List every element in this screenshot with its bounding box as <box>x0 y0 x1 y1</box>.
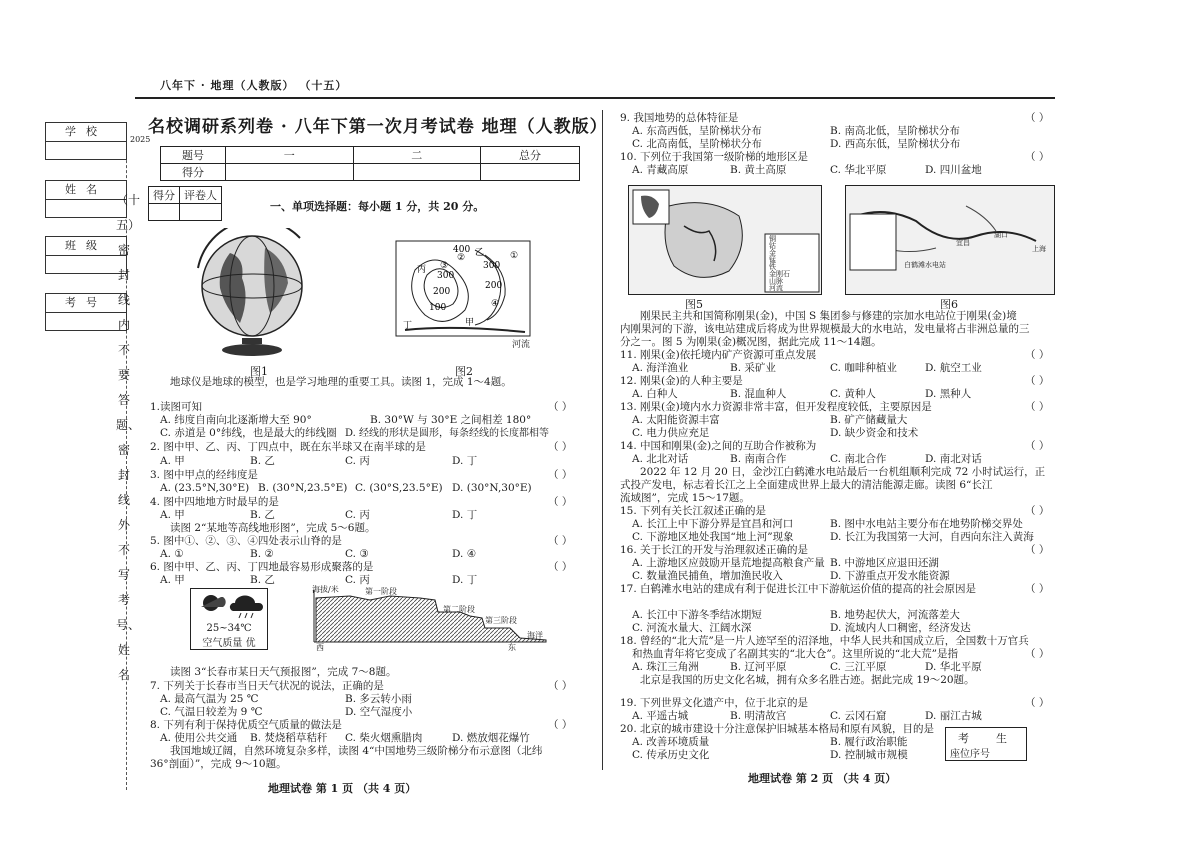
q2-answer-bracket[interactable]: （ ） <box>548 441 573 453</box>
intro-9-10-a: 我国地域辽阔，自然环境复杂多样，读图 4“中国地势三级阶梯分布示意图（北纬 <box>170 745 543 757</box>
q4-option-a[interactable]: A. 甲 <box>160 509 185 521</box>
q16-answer-bracket[interactable]: （ ） <box>1025 544 1050 556</box>
intro-15-17-b: 式投产发电，标志着长江之上全面建成世界上最大的清洁能源走廊。读图 6“长江 <box>620 479 993 491</box>
q12-answer-bracket[interactable]: （ ） <box>1025 375 1050 387</box>
q11-option-d[interactable]: D. 航空工业 <box>925 362 982 374</box>
intro-1-4: 地球仪是地球的模型，也是学习地理的重要工具。读图 1，完成 1～4题。 <box>170 376 512 388</box>
q4-option-b[interactable]: B. 乙 <box>250 509 275 521</box>
question-17: 17. 白鹤滩水电站的建成有利于促进长江中下游航运价值的提高的社会原因是 <box>620 583 977 595</box>
intro-11-14-a: 刚果民主共和国简称刚果(金)，中国 S 集团参与修建的宗加水电站位于刚果(金)境 <box>640 310 1017 322</box>
q20-option-a[interactable]: A. 改善环境质量 <box>632 736 710 748</box>
q2-option-a[interactable]: A. 甲 <box>160 455 185 467</box>
point-ding: 丁 <box>403 321 413 331</box>
q13-option-d[interactable]: D. 缺少资金和技术 <box>830 427 919 439</box>
figure6-yangtze-map <box>845 185 1055 295</box>
question-13: 13. 刚果(金)境内水力资源非常丰富，但开发程度较低，主要原因是 <box>620 401 932 413</box>
q9-option-c[interactable]: C. 北高南低，呈阶梯状分布 <box>632 138 762 150</box>
fig6-hukou: 湖口 <box>994 231 1008 239</box>
question-2: 2. 图中甲、乙、丙、丁四点中，既在东半球又在南半球的是 <box>150 441 426 453</box>
q7-answer-bracket[interactable]: （ ） <box>548 680 573 692</box>
intro-9-10-b: 36°剖面）”，完成 9～10题。 <box>150 758 287 770</box>
q17-option-b[interactable]: B. 地势起伏大，河流落差大 <box>830 609 960 621</box>
q14-option-a[interactable]: A. 北北对话 <box>632 453 689 465</box>
q19-option-a[interactable]: A. 平遥古城 <box>632 710 689 722</box>
q13-answer-bracket[interactable]: （ ） <box>1025 401 1050 413</box>
exam-title: 名校调研系列卷 · 八年下第一次月考试卷 地理（人教版） <box>148 117 608 137</box>
q17-option-a[interactable]: A. 长江中下游冬季结冰期短 <box>632 609 762 621</box>
seal-line-text: （十五）密封线内不要答题、密封线外不写考号、姓名 <box>116 193 141 682</box>
q5-option-b[interactable]: B. ② <box>250 548 274 560</box>
question-3: 3. 图中甲点的经纬度是 <box>150 469 258 481</box>
intro-11-14-c: 分之一。图 5 为刚果(金)概况图，据此完成 11～14题。 <box>620 336 882 348</box>
q8-answer-bracket[interactable]: （ ） <box>548 719 573 731</box>
q3-option-c[interactable]: C. (30°S,23.5°E) <box>355 482 443 494</box>
q19-option-d[interactable]: D. 丽江古城 <box>925 710 982 722</box>
marker-4: ④ <box>491 299 500 309</box>
point-jia: 甲 <box>465 318 475 328</box>
q12-option-b[interactable]: B. 混血种人 <box>730 388 787 400</box>
fig6-caption: 图6 <box>940 298 958 311</box>
q1-answer-bracket[interactable]: （ ） <box>548 401 573 413</box>
q5-option-d[interactable]: D. ④ <box>452 548 477 560</box>
fig4-sea: 海洋 <box>527 631 543 640</box>
q18-option-a[interactable]: A. 珠江三角洲 <box>632 661 699 673</box>
q16-option-a[interactable]: A. 上游地区应鼓励开垦荒地提高粮食产量 <box>632 557 825 569</box>
q3-option-d[interactable]: D. (30°N,30°E) <box>452 482 532 494</box>
q16-option-b[interactable]: B. 中游地区应退田还湖 <box>830 557 939 569</box>
page-divider <box>602 110 603 770</box>
marker-1: ① <box>510 251 519 261</box>
page-header: 八年下 · 地理（人教版） （十五） <box>160 79 348 92</box>
q10-option-c[interactable]: C. 华北平原 <box>830 164 887 176</box>
q19-answer-bracket[interactable]: （ ） <box>1025 697 1050 709</box>
q8-option-b[interactable]: B. 焚烧稻草秸秆 <box>250 732 328 744</box>
fig5-caption: 图5 <box>685 298 703 311</box>
question-7: 7. 下列关于长春市当日天气状况的说法，正确的是 <box>150 680 384 692</box>
q6-option-a[interactable]: A. 甲 <box>160 574 185 586</box>
intro-5-6: 读图 2“某地等高线地形图”，完成 5～6题。 <box>170 522 376 534</box>
question-16: 16. 关于长江的开发与治理叙述正确的是 <box>620 544 809 556</box>
fig4-altitude: 海拔/米 <box>312 585 339 594</box>
question-18-a: 18. 曾经的“北大荒”是一片人迹罕至的沼泽地，中华人民共和国成立后，全国数十万官兵 <box>620 635 1029 647</box>
q14-option-b[interactable]: B. 南南合作 <box>730 453 787 465</box>
q9-option-a[interactable]: A. 东高西低，呈阶梯状分布 <box>632 125 762 137</box>
q7-option-d[interactable]: D. 空气湿度小 <box>345 706 413 718</box>
q15-option-a[interactable]: A. 长江上中下游分界是宜昌和河口 <box>632 518 794 530</box>
question-1: 1.读图可知 <box>150 401 203 413</box>
q17-answer-bracket[interactable]: （ ） <box>1025 583 1050 595</box>
q13-option-b[interactable]: B. 矿产储藏量大 <box>830 414 908 426</box>
q16-option-d[interactable]: D. 下游重点开发水能资源 <box>830 570 950 582</box>
question-14: 14. 中国和刚果(金)之间的互助合作被称为 <box>620 440 817 452</box>
contour-200b: 200 <box>485 281 503 291</box>
river-label: 河流 <box>512 340 531 350</box>
q9-option-b[interactable]: B. 南高北低，呈阶梯状分布 <box>830 125 960 137</box>
q20-option-b[interactable]: B. 履行政治职能 <box>830 736 908 748</box>
figure2-contour-map <box>395 240 535 340</box>
q9-answer-bracket[interactable]: （ ） <box>1025 112 1050 124</box>
q4-option-c[interactable]: C. 丙 <box>345 509 370 521</box>
q8-option-c[interactable]: C. 柴火烟熏腊肉 <box>345 732 423 744</box>
fig4-step1: 第一阶段 <box>365 587 397 596</box>
q15-option-d[interactable]: D. 长江为我国第一大河，自西向东注入黄海 <box>830 531 1034 543</box>
q9-option-d[interactable]: D. 西高东低，呈阶梯状分布 <box>830 138 961 150</box>
q5-option-c[interactable]: C. ③ <box>345 548 369 560</box>
contour-300: 300 <box>437 271 455 281</box>
contour-100: 100 <box>429 303 447 313</box>
q18-option-b[interactable]: B. 辽河平原 <box>730 661 787 673</box>
figure5-congo-map <box>628 185 822 295</box>
q10-option-b[interactable]: B. 黄土高原 <box>730 164 787 176</box>
q18-answer-bracket[interactable]: （ ） <box>1025 648 1050 660</box>
q11-answer-bracket[interactable]: （ ） <box>1025 349 1050 361</box>
q14-option-d[interactable]: D. 南北对话 <box>925 453 982 465</box>
q10-option-d[interactable]: D. 四川盆地 <box>925 164 982 176</box>
q16-option-c[interactable]: C. 数量渔民捕鱼，增加渔民收入 <box>632 570 783 582</box>
exam-number-box[interactable]: 考号 <box>45 293 127 331</box>
q1-option-c[interactable]: C. 赤道是 0°纬线，也是最大的纬线圈 <box>160 427 337 439</box>
question-11: 11. 刚果(金)依托境内矿产资源可重点发展 <box>620 349 817 361</box>
q1-option-d[interactable]: D. 经线的形状是圆形，每条经线的长度都相等 <box>345 428 550 439</box>
intro-7-8: 读图 3“长春市某日天气预报图”，完成 7～8题。 <box>170 666 397 678</box>
school-box[interactable]: 学校 <box>45 122 127 160</box>
fig1-caption: 图1 <box>250 365 268 378</box>
q13-option-c[interactable]: C. 电力供应充足 <box>632 427 710 439</box>
marker-3: ③ <box>440 261 449 271</box>
q6-option-c[interactable]: C. 丙 <box>345 574 370 586</box>
contour-200: 200 <box>433 287 451 297</box>
question-4: 4. 图中四地地方时最早的是 <box>150 496 279 508</box>
q13-option-a[interactable]: A. 太阳能资源丰富 <box>632 414 720 426</box>
fig2-caption: 图2 <box>455 365 473 378</box>
seat-number-box[interactable]: 考 生 座位序号 <box>945 727 1027 761</box>
q18-option-d[interactable]: D. 华北平原 <box>925 661 982 673</box>
score-table: 题号 一 二 总分 得分 <box>160 146 580 181</box>
q15-option-b[interactable]: B. 图中水电站主要分布在地势阶梯交界处 <box>830 518 1023 530</box>
question-20: 20. 北京的城市建设十分注意保护旧城基本格局和原有风貌，目的是 <box>620 723 935 735</box>
fig5-legend: 铜 钴 金 锰 铁 金刚石 山脉 河流 <box>769 235 790 292</box>
q8-option-d[interactable]: D. 燃放烟花爆竹 <box>452 732 530 744</box>
question-5: 5. 图中①、②、③、④四处表示山脊的是 <box>150 535 342 547</box>
figure1-globe <box>190 228 320 363</box>
q3-option-a[interactable]: A. (23.5°N,30°E) <box>160 482 250 494</box>
q11-option-c[interactable]: C. 咖啡种植业 <box>830 362 897 374</box>
question-12: 12. 刚果(金)的人种主要是 <box>620 375 743 387</box>
weather-temp: 25~34℃ <box>206 623 252 634</box>
q1-option-b[interactable]: B. 30°W 与 30°E 之间相差 180° <box>370 414 532 426</box>
intro-19-20: 北京是我国的历史文化名城，拥有众多名胜古迹。据此完成 19～20题。 <box>640 674 975 686</box>
weather-air: 空气质量 优 <box>202 638 256 649</box>
fig6-yichang: 宜昌 <box>956 239 970 247</box>
q14-answer-bracket[interactable]: （ ） <box>1025 440 1050 452</box>
question-18-b: 和热血青年将它变成了名副其实的“北大仓”。这里所说的“北大荒”是指 <box>632 648 958 660</box>
q19-option-c[interactable]: C. 云冈石窟 <box>830 710 887 722</box>
q3-answer-bracket[interactable]: （ ） <box>548 469 573 481</box>
name-box[interactable]: 姓名 <box>45 180 127 218</box>
q20-option-c[interactable]: C. 传承历史文化 <box>632 749 710 761</box>
marker-table: 得分 评卷人 <box>148 186 222 221</box>
intro-15-17-a: 2022 年 12 月 20 日，金沙江白鹤滩水电站最后一台机组顺利完成 72 小时试运行，正 <box>640 466 1046 478</box>
intro-11-14-b: 内刚果河的下游，该电站建成后将成为世界规模最大的水电站，发电量将占非洲总量的三 <box>620 323 1030 335</box>
q1-option-a[interactable]: A. 纬度自南向北逐渐增大至 90° <box>160 414 312 426</box>
q5-option-a[interactable]: A. ① <box>160 548 184 560</box>
question-19: 19. 下列世界文化遗产中，位于北京的是 <box>620 697 809 709</box>
fig4-step3: 第三阶段 <box>485 616 517 625</box>
q17-option-c[interactable]: C. 河流水量大、江阔水深 <box>632 622 752 634</box>
q15-option-c[interactable]: C. 下游地区地处我国“地上河”现象 <box>632 531 794 543</box>
q4-answer-bracket[interactable]: （ ） <box>548 496 573 508</box>
question-6: 6. 图中甲、乙、丙、丁四地最容易形成聚落的是 <box>150 561 374 573</box>
cloud-rain-icon <box>191 589 267 619</box>
point-bing: 丙 <box>417 265 427 275</box>
fig4-east: 东 <box>508 643 516 652</box>
q3-option-b[interactable]: B. (30°N,23.5°E) <box>258 482 348 494</box>
header-rule <box>135 97 1055 99</box>
q10-answer-bracket[interactable]: （ ） <box>1025 151 1050 163</box>
q6-option-d[interactable]: D. 丁 <box>452 574 478 586</box>
q12-option-c[interactable]: C. 黄种人 <box>830 388 876 400</box>
contour-400: 400 <box>453 245 471 255</box>
q2-option-c[interactable]: C. 丙 <box>345 455 370 467</box>
q7-option-c[interactable]: C. 气温日较差为 9 ℃ <box>160 706 263 718</box>
q11-option-a[interactable]: A. 海洋渔业 <box>632 362 689 374</box>
point-yi: 乙 <box>475 248 485 258</box>
q15-answer-bracket[interactable]: （ ） <box>1025 505 1050 517</box>
q20-option-d[interactable]: D. 控制城市规模 <box>830 749 908 761</box>
q6-option-b[interactable]: B. 乙 <box>250 574 275 586</box>
q10-option-a[interactable]: A. 青藏高原 <box>632 164 689 176</box>
q19-option-b[interactable]: B. 明清故宫 <box>730 710 787 722</box>
q2-option-d[interactable]: D. 丁 <box>452 455 478 467</box>
q17-option-d[interactable]: D. 流域内人口稠密，经济发达 <box>830 622 971 634</box>
page1-footer: 地理试卷 第 1 页 （共 4 页） <box>268 782 417 795</box>
figure3-weather <box>190 588 268 650</box>
year-vertical: 2025 <box>130 135 151 144</box>
q4-option-d[interactable]: D. 丁 <box>452 509 478 521</box>
q7-option-b[interactable]: B. 多云转小雨 <box>345 693 412 705</box>
question-10: 10. 下列位于我国第一级阶梯的地形区是 <box>620 151 809 163</box>
question-8: 8. 下列有利于保持优质空气质量的做法是 <box>150 719 342 731</box>
q14-option-c[interactable]: C. 南北合作 <box>830 453 887 465</box>
q12-option-a[interactable]: A. 白种人 <box>632 388 678 400</box>
intro-15-17-c: 流域图”，完成 15～17题。 <box>620 492 750 504</box>
marker-2: ② <box>457 253 466 263</box>
page2-footer: 地理试卷 第 2 页 （共 4 页） <box>748 772 897 785</box>
q5-answer-bracket[interactable]: （ ） <box>548 535 573 547</box>
fig4-step2: 第二阶段 <box>443 605 475 614</box>
fig6-baihetan: 白鹤滩水电站 <box>904 261 946 269</box>
fig4-west: 西 <box>316 643 324 652</box>
q11-option-b[interactable]: B. 采矿业 <box>730 362 776 374</box>
q6-answer-bracket[interactable]: （ ） <box>548 561 573 573</box>
fig6-shanghai: 上海 <box>1032 245 1046 253</box>
q18-option-c[interactable]: C. 三江平原 <box>830 661 887 673</box>
q7-option-a[interactable]: A. 最高气温为 25 ℃ <box>160 693 259 705</box>
q2-option-b[interactable]: B. 乙 <box>250 455 275 467</box>
q8-option-a[interactable]: A. 使用公共交通 <box>160 732 238 744</box>
q12-option-d[interactable]: D. 黑种人 <box>925 388 972 400</box>
section-one-heading: 一、单项选择题：每小题 1 分，共 20 分。 <box>270 200 485 213</box>
class-box[interactable]: 班级 <box>45 236 127 274</box>
question-15: 15. 下列有关长江叙述正确的是 <box>620 505 767 517</box>
question-9: 9. 我国地势的总体特征是 <box>620 112 739 124</box>
contour-300b: 300 <box>483 261 501 271</box>
